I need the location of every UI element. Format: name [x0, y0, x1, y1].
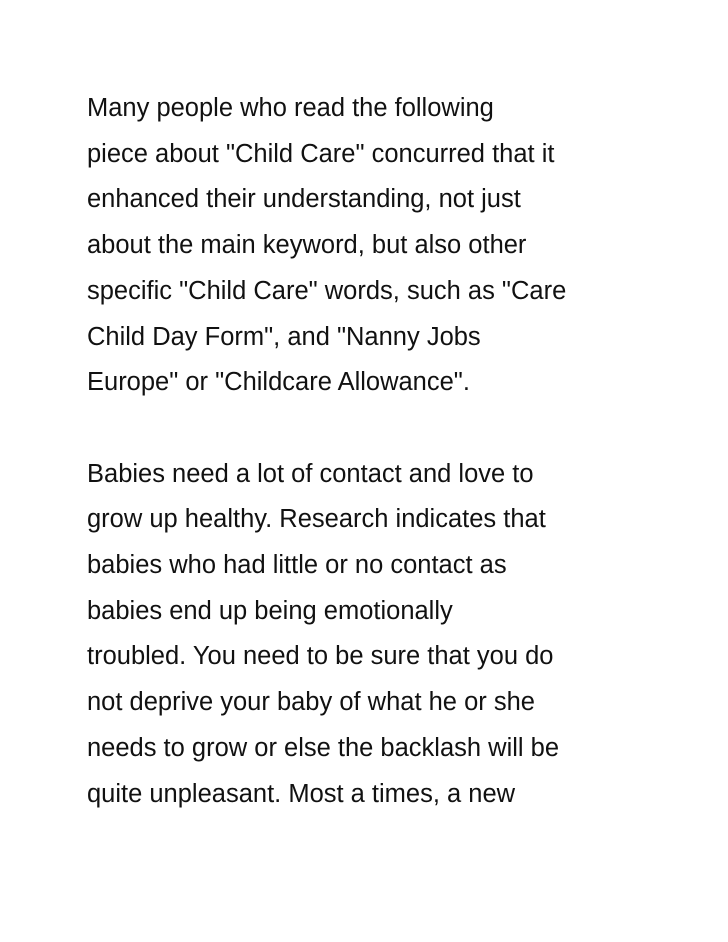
text-line: troubled. You need to be sure that you do — [87, 642, 554, 671]
text-line: needs to grow or else the backlash will be — [87, 733, 560, 762]
text-line: specific "Child Care" words, such as "Care — [87, 276, 567, 305]
text-line: piece about "Child Care" concurred that it — [87, 139, 555, 168]
text-line: quite unpleasant. Most a times, a new — [87, 779, 516, 808]
text-line: babies end up being emotionally — [87, 596, 453, 625]
text-line: enhanced their understanding, not just — [87, 185, 521, 214]
text-line: about the main keyword, but also other — [87, 231, 527, 260]
text-line: grow up healthy. Research indicates that — [87, 505, 546, 534]
text-line: babies who had little or no contact as — [87, 551, 507, 580]
text-line: Babies need a lot of contact and love to — [87, 459, 534, 488]
paragraph-1 — [87, 86, 687, 406]
text-line: Child Day Form", and "Nanny Jobs — [87, 322, 481, 351]
text-line: Europe" or "Childcare Allowance". — [87, 368, 470, 397]
text-line: Many people who read the following — [87, 94, 494, 122]
paragraph-2 — [87, 452, 687, 818]
document-body — [87, 86, 687, 817]
text-line: not deprive your baby of what he or she — [87, 688, 535, 717]
